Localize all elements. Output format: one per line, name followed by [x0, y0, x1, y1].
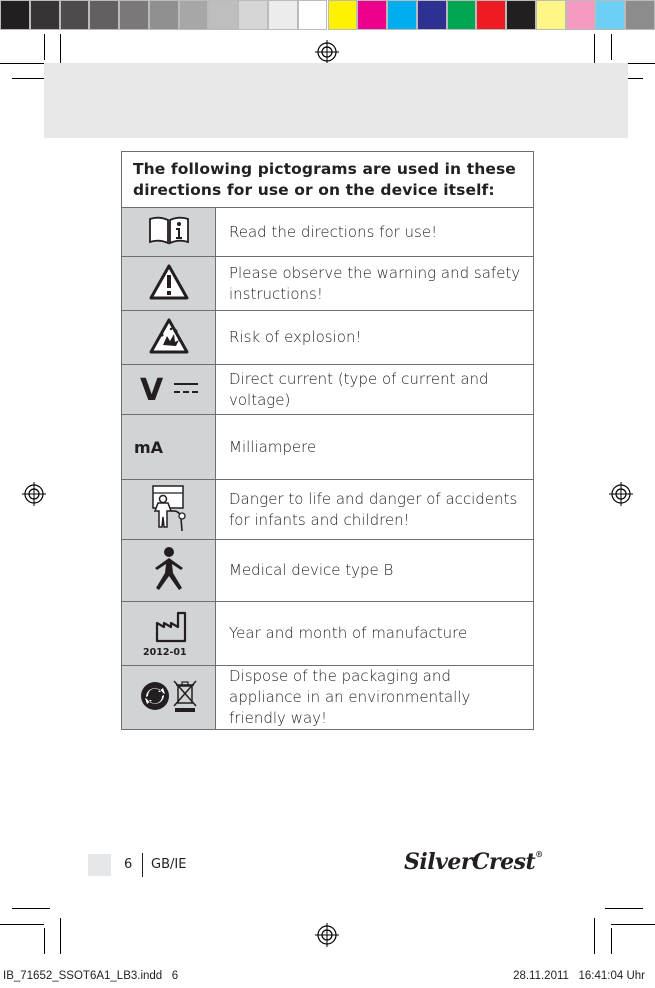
icon-cell [122, 311, 216, 365]
pictogram-table [121, 151, 534, 730]
header-band [44, 63, 628, 138]
book-info-icon [147, 214, 191, 246]
color-swatch [387, 0, 417, 30]
explosion-icon [149, 318, 189, 354]
icon-cell [122, 415, 216, 480]
crop-mark [605, 908, 643, 909]
row-text: Risk of explosion! [216, 311, 534, 365]
table-row [122, 208, 534, 257]
direct-current-icon [138, 372, 200, 404]
color-swatch [238, 0, 268, 30]
color-swatch [447, 0, 477, 30]
crop-mark [44, 928, 45, 954]
crop-mark [594, 918, 595, 954]
crop-mark [0, 63, 44, 64]
brand-logo [404, 849, 543, 875]
crop-mark [60, 918, 61, 954]
table-row [122, 602, 534, 666]
table-row [122, 540, 534, 602]
icon-cell [122, 602, 216, 666]
table-row [122, 480, 534, 540]
table-row [122, 415, 534, 480]
child-danger-icon [149, 483, 189, 533]
registration-mark-icon [609, 482, 633, 506]
icon-cell [122, 257, 216, 311]
color-bar [0, 0, 655, 30]
crop-mark [611, 924, 655, 925]
row-text: Year and month of manufacture [216, 602, 534, 666]
table-row [122, 365, 534, 415]
color-swatch [595, 0, 625, 30]
slug-file: IB_71652_SSOT6A1_LB3.indd 6 [3, 970, 179, 982]
color-swatch [417, 0, 447, 30]
milliampere-icon: mA [134, 437, 164, 457]
row-text: Read the directions for use! [216, 208, 534, 257]
color-swatch [179, 0, 209, 30]
color-swatch [506, 0, 536, 30]
registration-mark-icon [22, 482, 46, 506]
row-text: Please observe the warning and safety instructions! [216, 257, 534, 311]
warning-triangle-icon [149, 264, 189, 300]
registration-mark-icon [315, 923, 339, 947]
table-row [122, 257, 534, 311]
registered-mark: ® [535, 849, 543, 859]
crop-mark [0, 924, 44, 925]
factory-date-icon [141, 607, 197, 657]
row-text: Dispose of the packaging and appliance in an environmentally friendly way! [216, 666, 534, 730]
icon-cell [122, 480, 216, 540]
color-swatch [149, 0, 179, 30]
crop-mark [611, 34, 612, 60]
color-swatch [89, 0, 119, 30]
color-swatch [298, 0, 328, 30]
recycling-disposal-icon [139, 678, 199, 714]
page-number: 6 [124, 857, 133, 872]
table-row [122, 311, 534, 365]
icon-cell [122, 365, 216, 415]
color-swatch [208, 0, 238, 30]
color-swatch [30, 0, 60, 30]
color-swatch [536, 0, 566, 30]
footer-divider [142, 853, 143, 877]
slug-timestamp: 28.11.2011 16:41:04 Uhr [513, 970, 645, 982]
row-text: Direct current (type of current and voltage) [216, 365, 534, 415]
color-swatch [119, 0, 149, 30]
color-swatch [476, 0, 506, 30]
color-swatch [328, 0, 358, 30]
color-swatch [268, 0, 298, 30]
color-swatch [566, 0, 596, 30]
brand-name: SilverCrest [404, 849, 536, 875]
svg-text:2012-01: 2012-01 [142, 646, 187, 657]
crop-mark [611, 928, 612, 954]
svg-text:V: V [139, 372, 163, 404]
color-swatch [60, 0, 90, 30]
row-text: Medical device type B [216, 540, 534, 602]
table-heading-row [122, 152, 534, 208]
medical-device-b-icon [151, 546, 187, 592]
row-text: Danger to life and danger of accidents for infants and children! [216, 480, 534, 540]
crop-mark [44, 34, 45, 60]
registration-mark-icon [315, 40, 339, 64]
row-text: Milliampere [216, 415, 534, 480]
icon-cell [122, 208, 216, 257]
table-heading: The following pictograms are used in these directions for use or on the device itself: [122, 152, 534, 208]
icon-cell [122, 540, 216, 602]
page-locale: GB/IE [151, 857, 187, 872]
icon-cell [122, 666, 216, 730]
crop-mark [12, 908, 50, 909]
color-swatch [0, 0, 30, 30]
footer-tab [88, 854, 111, 876]
table-row [122, 666, 534, 730]
color-swatch [357, 0, 387, 30]
color-swatch [625, 0, 655, 30]
